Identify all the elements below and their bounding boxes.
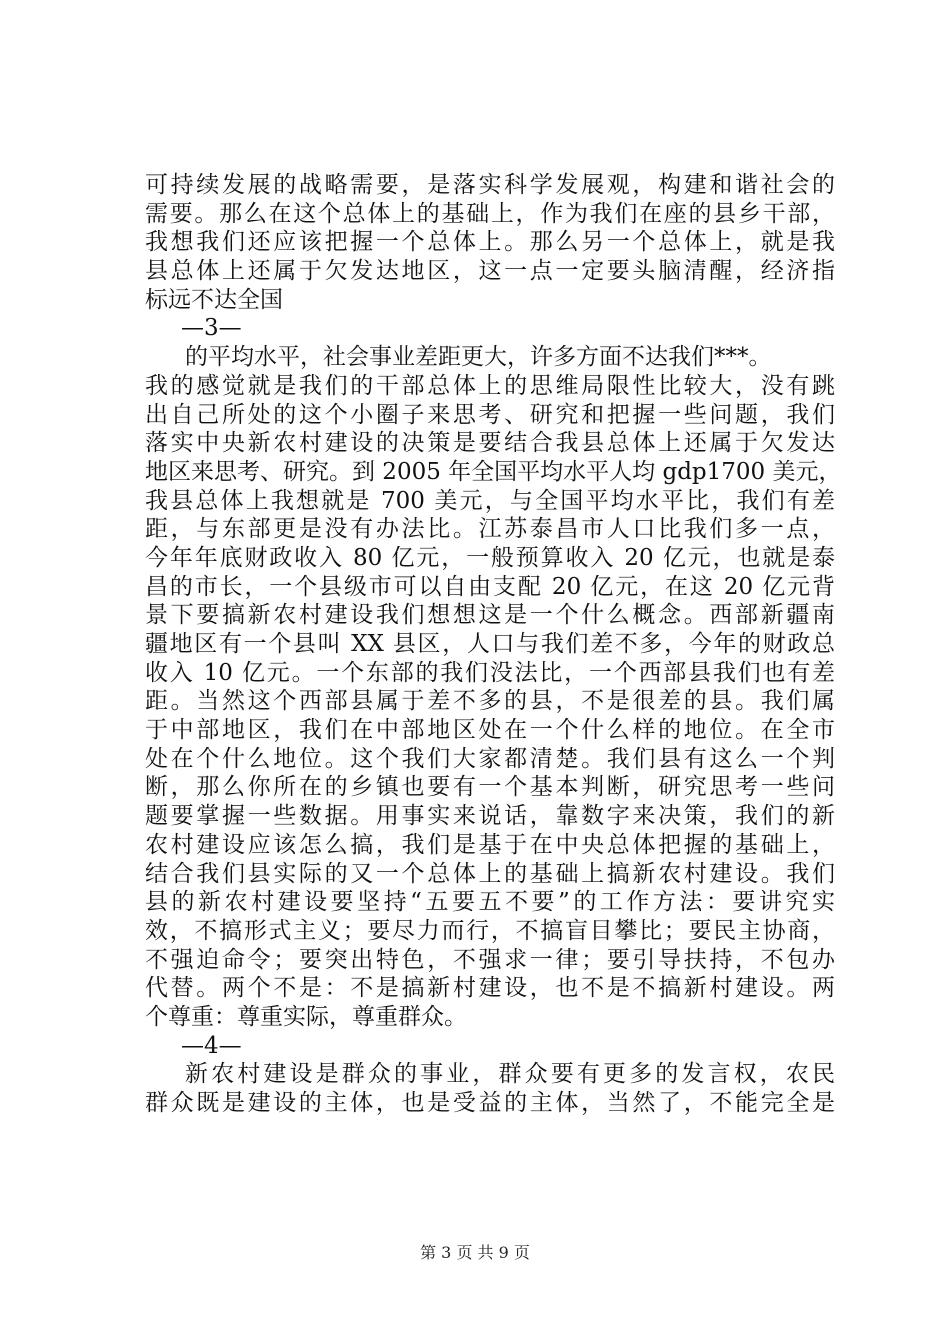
text-line: 距。当然这个西部县属于差不多的县，不是很差的县。我们属 (145, 688, 835, 715)
inline-page-mark: —4— (181, 1032, 242, 1059)
text-line: 群众既是建设的主体，也是受益的主体，当然了，不能完全是 (145, 1090, 835, 1116)
text-line: 出自己所处的这个小圈子来思考、研究和把握一些问题，我们 (145, 401, 835, 428)
text-line: 疆地区有一个县叫 XX 县区，人口与我们差不多，今年的财政总 (145, 631, 835, 657)
text-line: 新农村建设是群众的事业，群众要有更多的发言权，农民 (185, 1061, 835, 1088)
text-line: 效，不搞形式主义；要尽力而行，不搞盲目攀比；要民主协商， (145, 917, 835, 944)
text-line: 地区来思考、研究。到 2005 年全国平均水平人均 gdp1700 美元， (145, 458, 842, 485)
paragraph-3 (145, 1060, 835, 1117)
text-line: 县总体上还属于欠发达地区，这一点一定要头脑清醒，经济指 (145, 258, 835, 285)
text-line: 断，那么你所在的乡镇也要有一个基本判断，研究思考一些问 (145, 774, 835, 801)
text-line: 需要。那么在这个总体上的基础上，作为我们在座的县乡干部， (145, 200, 835, 227)
text-line: 今年年底财政收入 80 亿元，一般预算收入 20 亿元，也就是泰 (145, 544, 835, 571)
text-line: 结合我们县实际的又一个总体上的基础上搞新农村建设。我们 (145, 860, 835, 887)
text-line: 收入 10 亿元。一个东部的我们没法比，一个西部县我们也有差 (145, 659, 835, 686)
text-line: 农村建设应该怎么搞，我们是基于在中央总体把握的基础上， (145, 831, 835, 858)
text-line: 处在个什么地位。这个我们大家都清楚。我们县有这么一个判 (145, 745, 835, 772)
inline-page-mark: —3— (181, 315, 242, 342)
text-line: 距，与东部更是没有办法比。江苏泰昌市人口比我们多一点， (145, 516, 835, 543)
text-line: 县的新农村建设要坚持“五要五不要”的工作方法：要讲究实 (145, 889, 835, 916)
text-line: 我县总体上我想就是 700 美元，与全国平均水平比，我们有差 (145, 487, 835, 514)
text-line: 题要掌握一些数据。用事实来说话，靠数字来决策，我们的新 (145, 803, 835, 830)
paragraph-2 (145, 343, 842, 1032)
text-line: 于中部地区，我们在中部地区处在一个什么样的地位。在全市 (145, 717, 835, 744)
page-footer: 第 3 页 共 9 页 (420, 1243, 530, 1262)
text-line: 可持续发展的战略需要，是落实科学发展观，构建和谐社会的 (145, 172, 835, 198)
text-line: 落实中央新农村建设的决策是要结合我县总体上还属于欠发达 (145, 430, 835, 457)
text-line: 我的感觉就是我们的干部总体上的思维局限性比较大，没有跳 (145, 372, 835, 399)
text-line: 景下要搞新农村建设我们想想这是一个什么概念。西部新疆南 (145, 602, 835, 629)
text-line: 不强迫命令；要突出特色，不强求一律；要引导扶持，不包办 (145, 946, 835, 973)
text-line: 标远不达全国 (145, 286, 283, 313)
text-line: 我想我们还应该把握一个总体上。那么另一个总体上，就是我 (145, 229, 835, 256)
text-line: 个尊重：尊重实际，尊重群众。 (145, 1003, 467, 1030)
text-line: 代替。两个不是：不是搞新村建设，也不是不搞新村建设。两 (145, 975, 835, 1002)
text-line: 昌的市长，一个县级市可以自由支配 20 亿元，在这 20 亿元背 (145, 573, 835, 600)
paragraph-1 (145, 171, 835, 314)
document-body (145, 171, 842, 1118)
text-line: 的平均水平，社会事业差距更大，许多方面不达我们***。 (185, 344, 772, 371)
